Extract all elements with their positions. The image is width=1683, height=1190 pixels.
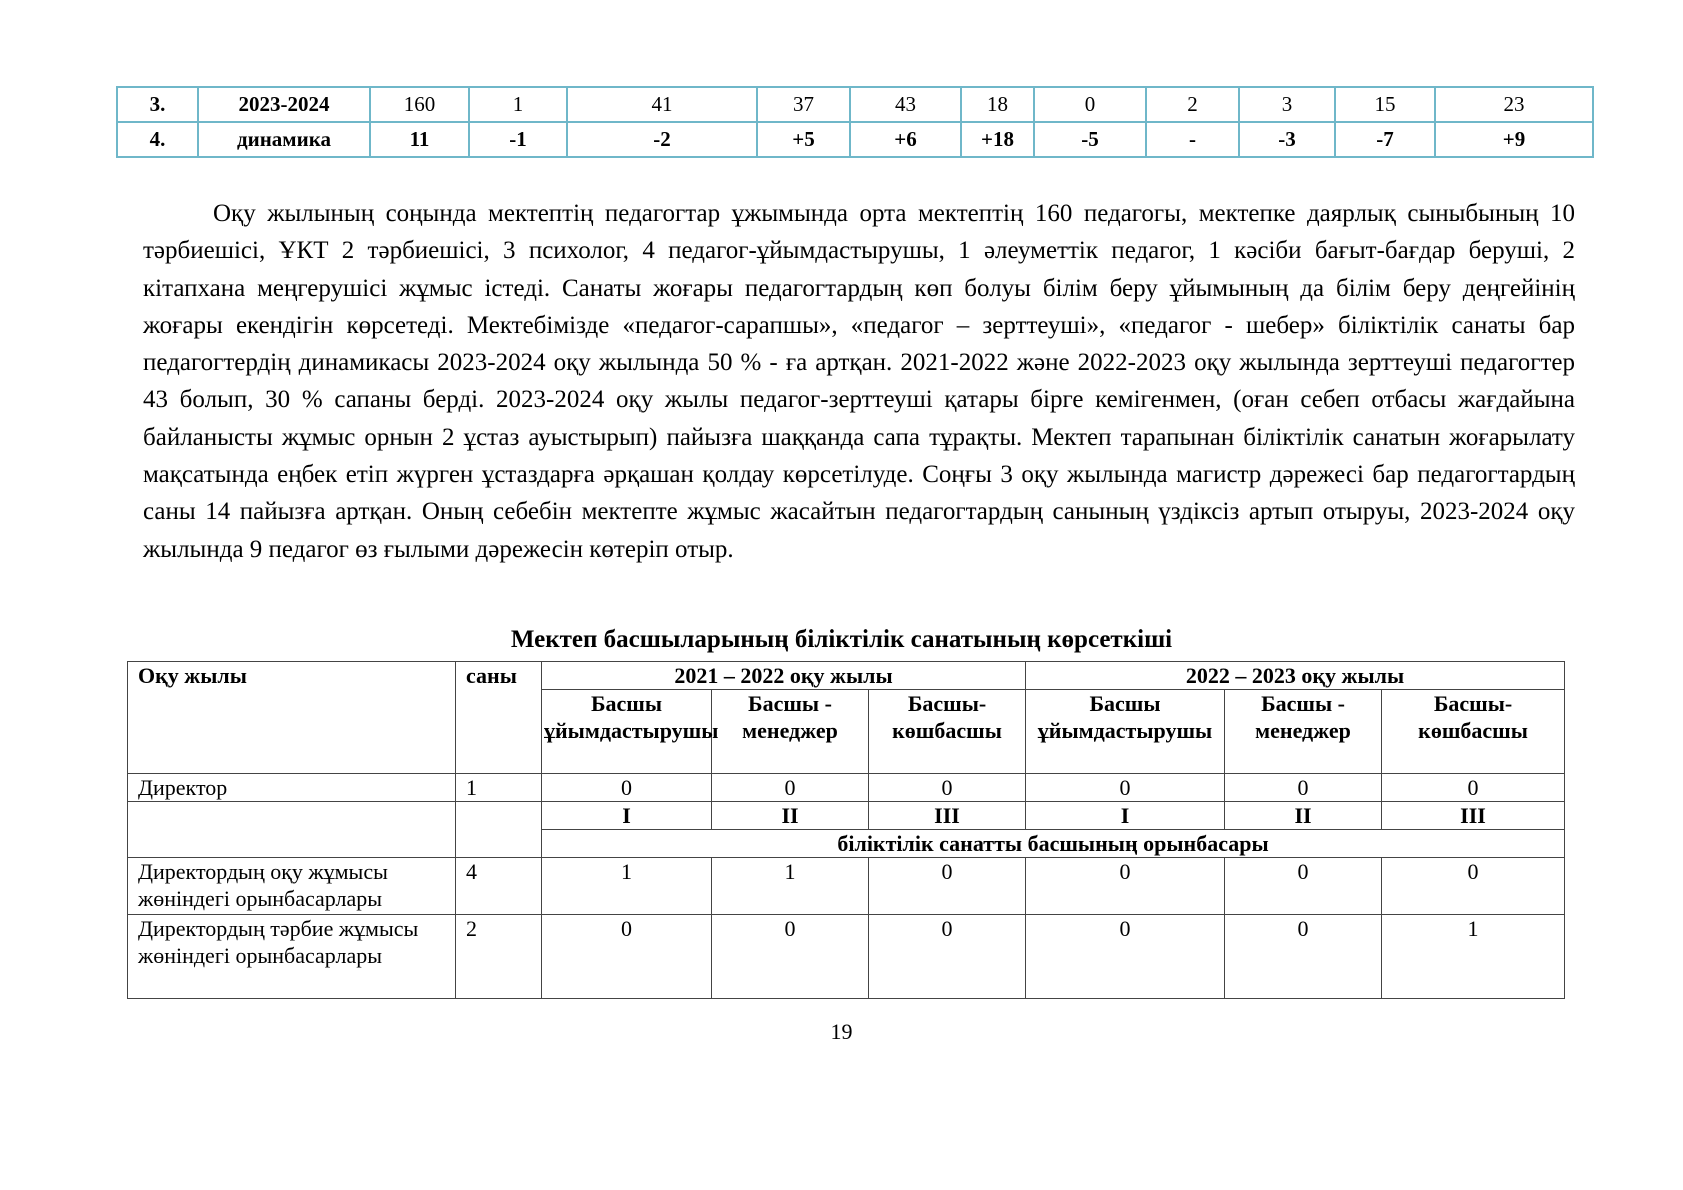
table-cell: -1 [469, 122, 567, 157]
statistics-table-top [116, 86, 1594, 158]
table-cell: 43 [850, 87, 961, 122]
grade-cell: III [1382, 802, 1565, 830]
table-cell: 1 [469, 87, 567, 122]
table-cell: 18 [961, 87, 1034, 122]
table-cell: 23 [1435, 87, 1593, 122]
table-cell: 15 [1335, 87, 1435, 122]
table-cell: 1 [542, 858, 712, 915]
table-cell: +18 [961, 122, 1034, 157]
table-cell: 3 [1239, 87, 1335, 122]
subheader-cell: Басшы-көшбасшы [1382, 690, 1565, 774]
table-cell: 2 [1146, 87, 1239, 122]
row-count: 2 [456, 915, 542, 999]
subheader-cell: Басшы ұйымдастырушы [542, 690, 712, 774]
paragraph-text: Оқу жылының соңында мектептің педагогтар ұжымында орта мектептің 160 педагогы, мектепке даярлық сыныбының 10 тәрбиешісі, ҰКТ 2 тәрбиешісі, 3 психолог, 4 педагог-ұйымдастырушы, 1 әлеуметтік педагог, 1 кәсіби бағыт-бағдар беруші, 2 кітапхана меңгерушісі жұмыс істеді. Санаты жоғары педагогтардың көп болуы білім беру ұйымының да білім беру деңгейінің жоғары екендігін көрсетеді. Мектебімізде «педагог-сарапшы», «педагог – зерттеуші», «педагог - шебер» біліктілік санаты бар педагогтердің динамикасы 2023-2024 оқу жылында 50 % - ға артқан. 2021-2022 және 2022-2023 оқу жылында зерттеуші педагогтер 43 болып, 30 % сапаны берді. 2023-2024 оқу жылы педагог-зерттеуші қатары бірге кемігенмен, (оған себеп отбасы жағдайына байланысты жұмыс орнын 2 ұстаз ауыстырып) пайызға шаққанда сапа тұрақты. Мектеп тарапынан біліктілік санатын жоғарылату мақсатында еңбек етіп жүрген ұстаздарға әрқашан қолдау көрсетілуде. Соңғы 3 оқу жылында магистр дәрежесі бар педагогтардың саны 14 пайызға артқан. Оның себебін мектепте жұмыс жасайтын педагогтардың санының үздіксіз артып отыруы, 2023-2024 оқу жылында 9 педагог өз ғылыми дәрежесін көтеріп отыр. [143, 200, 1575, 563]
deputy-header: біліктілік санатты басшының орынбасары [542, 830, 1565, 858]
table-header-row [128, 662, 1565, 690]
leaders-qualification-table [127, 661, 1565, 999]
table-cell: +5 [757, 122, 850, 157]
subheader-cell: Басшы ұйымдастырушы [1026, 690, 1225, 774]
table-cell: 0 [869, 858, 1026, 915]
table-cell: 0 [1026, 858, 1225, 915]
table-cell: 0 [1225, 915, 1382, 999]
table-cell: 0 [1225, 858, 1382, 915]
row-label: Директордың тәрбие жұмысы жөніндегі орынбасарлары [128, 915, 456, 999]
header-year-2022-2023: 2022 – 2023 оқу жылы [1026, 662, 1565, 690]
header-year: Оқу жылы [128, 662, 456, 774]
table-cell: 0 [1382, 774, 1565, 802]
table-cell: -5 [1034, 122, 1146, 157]
empty-cell [456, 802, 542, 858]
table-cell: 37 [757, 87, 850, 122]
table-row [117, 122, 1593, 157]
table-cell: 4. [117, 122, 198, 157]
row-label: Директордың оқу жұмысы жөніндегі орынбасарлары [128, 858, 456, 915]
body-paragraph [143, 195, 1575, 568]
empty-cell [128, 802, 456, 858]
table-cell: 0 [1034, 87, 1146, 122]
table-cell: 11 [370, 122, 469, 157]
table-row [128, 858, 1565, 915]
table-cell: 0 [542, 774, 712, 802]
table-row [117, 87, 1593, 122]
table-cell: динамика [198, 122, 370, 157]
table-cell: -7 [1335, 122, 1435, 157]
table-cell: - [1146, 122, 1239, 157]
table-cell: 3. [117, 87, 198, 122]
table-cell: 0 [542, 915, 712, 999]
grade-cell: II [1225, 802, 1382, 830]
table-cell: 1 [712, 858, 869, 915]
grade-cell: III [869, 802, 1026, 830]
table-cell: 0 [869, 915, 1026, 999]
grade-cell: I [542, 802, 712, 830]
grade-cell: I [1026, 802, 1225, 830]
grade-cell: II [712, 802, 869, 830]
row-count: 1 [456, 774, 542, 802]
table-cell: 0 [1026, 915, 1225, 999]
row-label: Директор [128, 774, 456, 802]
header-count: саны [456, 662, 542, 774]
row-count: 4 [456, 858, 542, 915]
table-caption: Мектеп басшыларының біліктілік санатының көрсеткіші [510, 626, 1173, 653]
table-cell: -3 [1239, 122, 1335, 157]
subheader-cell: Басшы - менеджер [1225, 690, 1382, 774]
table-cell: 0 [712, 774, 869, 802]
grades-row [128, 802, 1565, 830]
subheader-cell: Басшы - менеджер [712, 690, 869, 774]
table-row [128, 774, 1565, 802]
table-cell: -2 [567, 122, 757, 157]
table-cell: +6 [850, 122, 961, 157]
table-cell: 41 [567, 87, 757, 122]
table-cell: 0 [869, 774, 1026, 802]
table-cell: 1 [1382, 915, 1565, 999]
table-cell: 0 [1225, 774, 1382, 802]
page-number: 19 [830, 1019, 853, 1044]
table-cell: 0 [1382, 858, 1565, 915]
table-cell: 160 [370, 87, 469, 122]
table-cell: +9 [1435, 122, 1593, 157]
table-cell: 0 [1026, 774, 1225, 802]
table-cell: 0 [712, 915, 869, 999]
header-year-2021-2022: 2021 – 2022 оқу жылы [542, 662, 1026, 690]
table-row [128, 915, 1565, 999]
subheader-cell: Басшы-көшбасшы [869, 690, 1026, 774]
table-cell: 2023-2024 [198, 87, 370, 122]
